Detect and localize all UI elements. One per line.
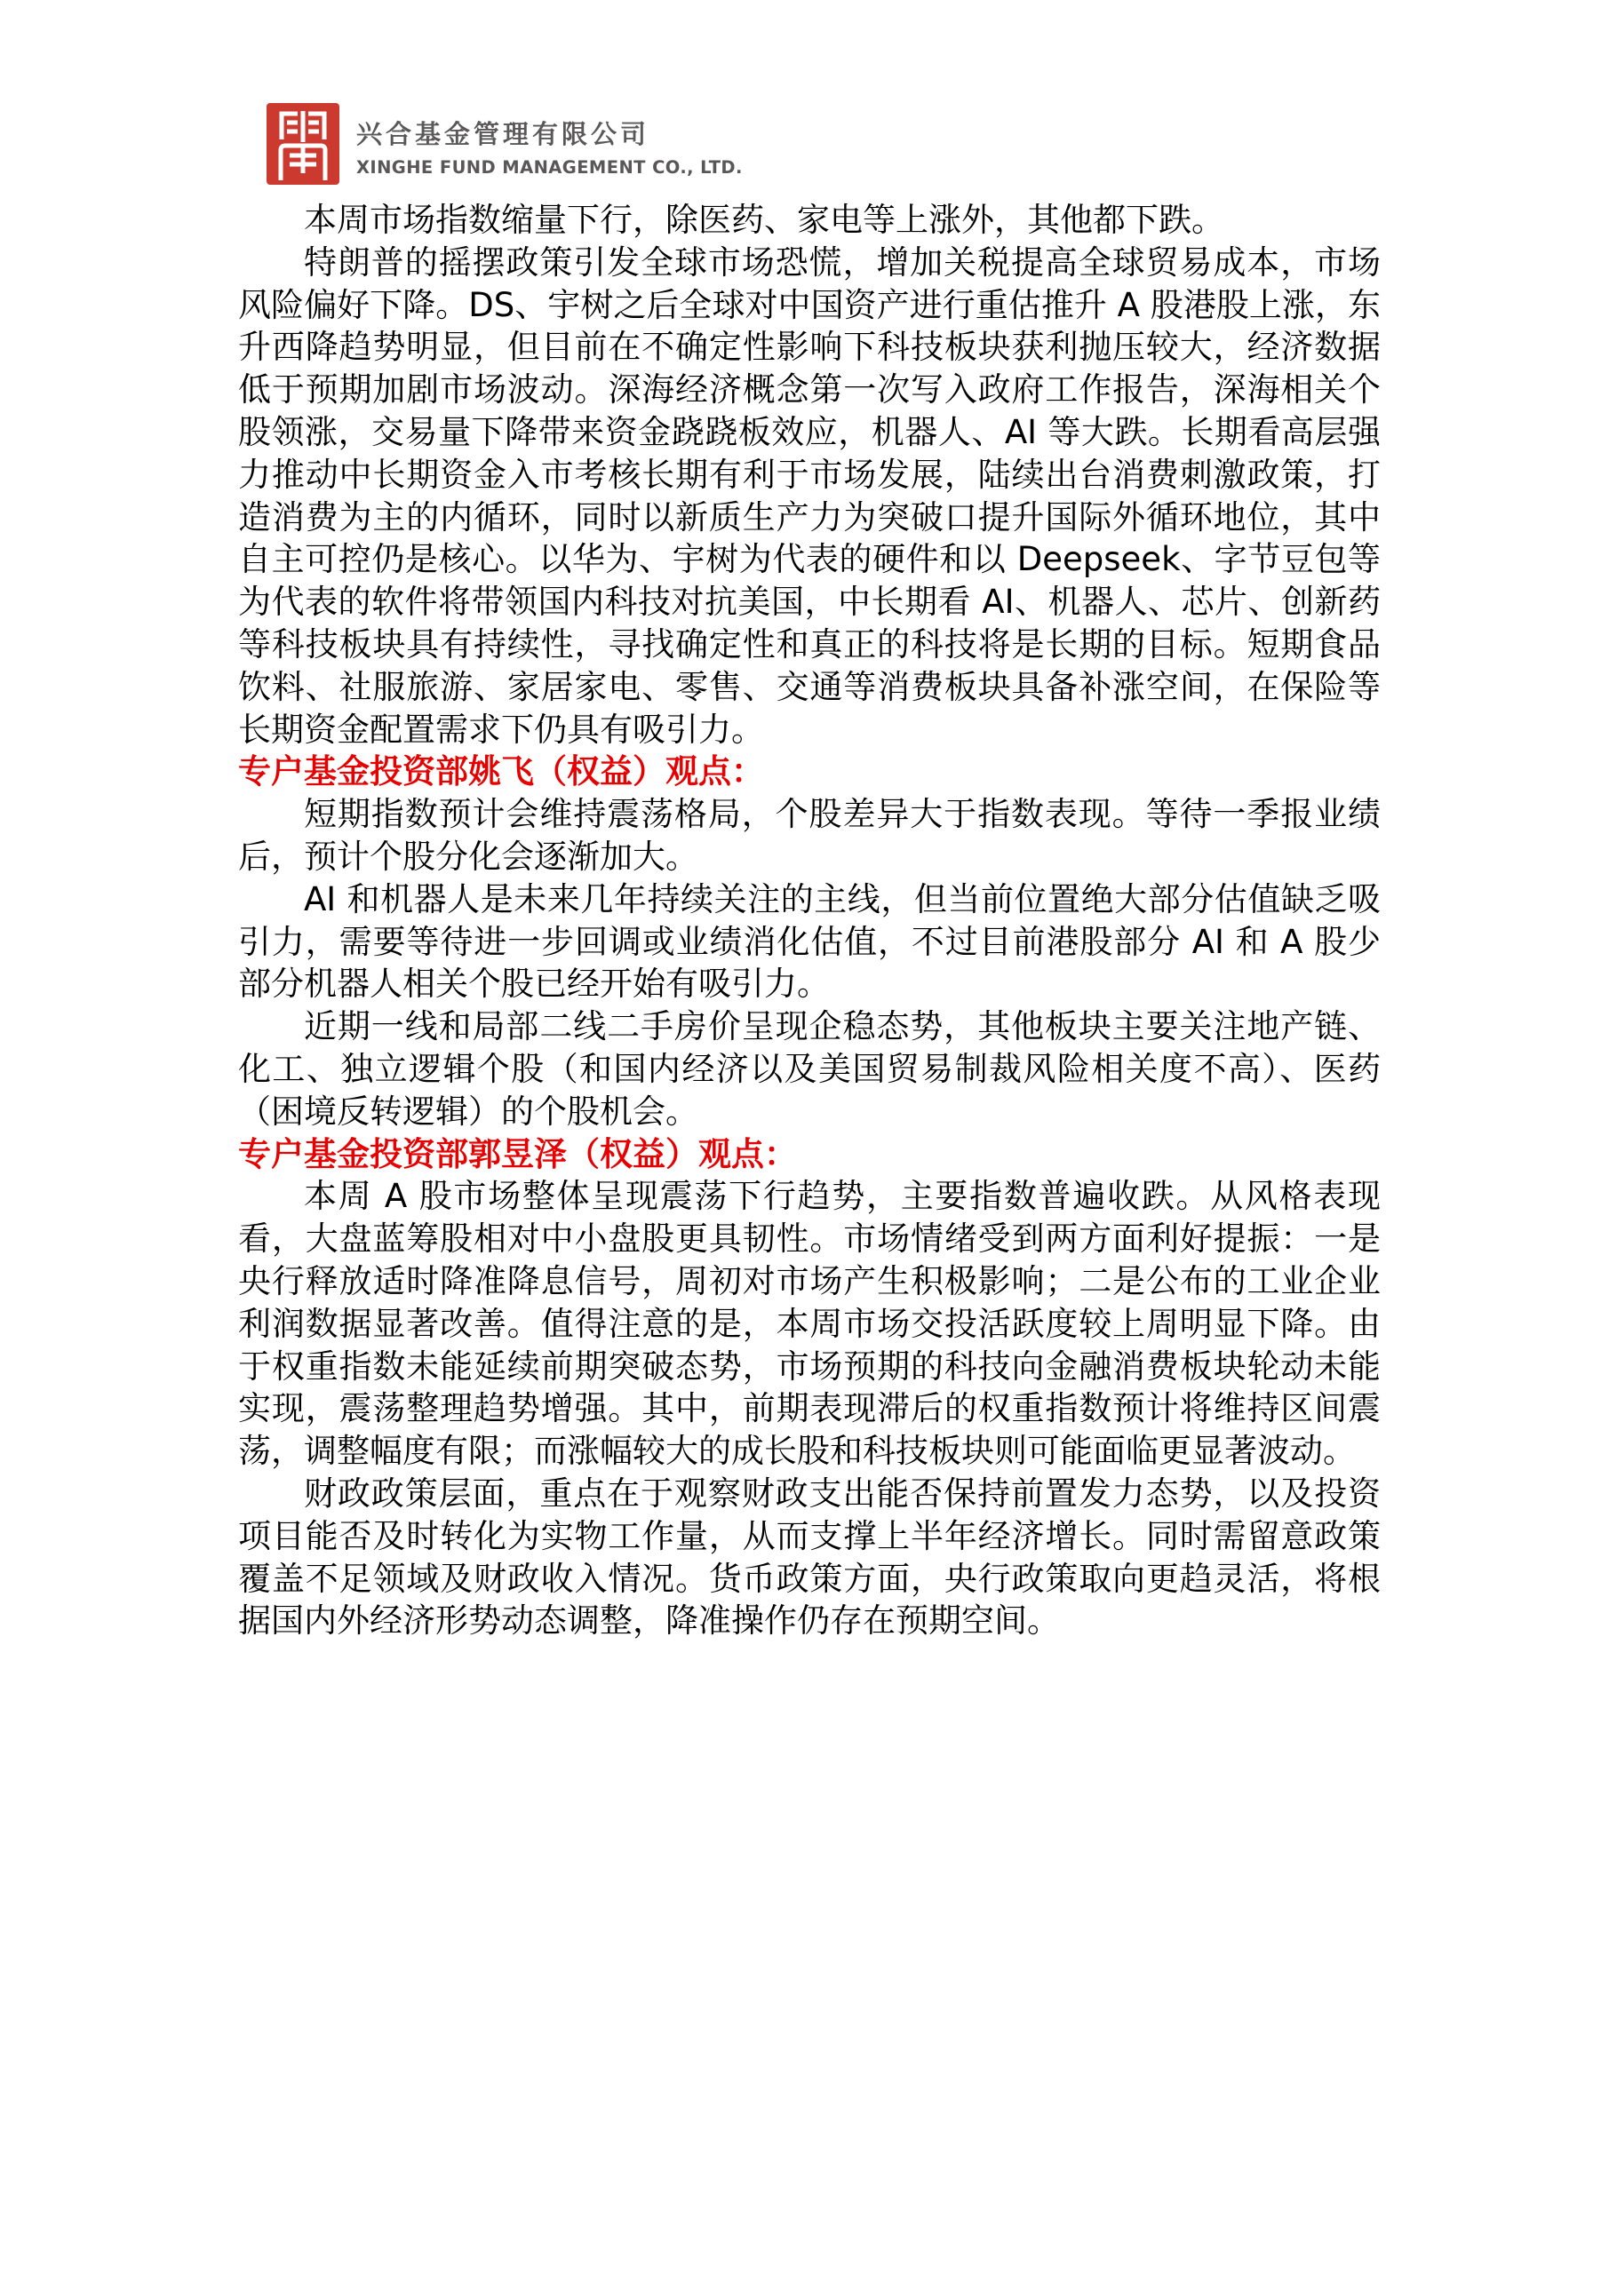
document-paragraph: 财政政策层面，重点在于观察财政支出能否保持前置发力态势，以及投资项目能否及时转化为实物工作量，从而支撑上半年经济增长。同时需留意政策覆盖不足领域及财政收入情况。货币政策方面，央行政策取向更趋灵活，将根据国内外经济形势动态调整，降准操作仍存在预期空间。 bbox=[238, 1474, 1381, 1641]
company-name-block bbox=[356, 103, 743, 178]
company-name-en: XINGHE FUND MANAGEMENT CO., LTD. bbox=[356, 157, 743, 178]
section-heading: 专户基金投资部郭昱泽（权益）观点： bbox=[238, 1134, 797, 1173]
document-paragraph: 短期指数预计会维持震荡格局，个股差异大于指数表现。等待一季报业绩后，预计个股分化会逐渐加大。 bbox=[238, 795, 1381, 876]
company-name-zh: 兴合基金管理有限公司 bbox=[356, 119, 650, 149]
section-heading: 专户基金投资部姚飞（权益）观点： bbox=[238, 752, 764, 791]
document-paragraph: 本周 A 股市场整体呈现震荡下行趋势，主要指数普遍收跌。从风格表现看，大盘蓝筹股相对中小盘股更具韧性。市场情绪受到两方面利好提振：一是央行释放适时降准降息信号，周初对市场产生积极影响；二是公布的工业企业利润数据显著改善。值得注意的是，本周市场交投活跃度较上周明显下降。由于权重指数未能延续前期突破态势，市场预期的科技向金融消费板块轮动未能实现，震荡整理趋势增强。其中，前期表现滞后的权重指数预计将维持区间震荡，调整幅度有限；而涨幅较大的成长股和科技板块则可能面临更显著波动。 bbox=[238, 1177, 1381, 1471]
document-paragraph: 特朗普的摇摆政策引发全球市场恐慌，增加关税提高全球贸易成本，市场风险偏好下降。DS、宇树之后全球对中国资产进行重估推升 A 股港股上涨，东升西降趋势明显，但目前在不确定性影响下科技板块获利抛压较大，经济数据低于预期加剧市场波动。深海经济概念第一次写入政府工作报告，深海相关个股领涨，交易量下降带来资金跷跷板效应，机器人、AI 等大跌。长期看高层强力推动中长期资金入市考核长期有利于市场发展，陆续出台消费刺激政策，打造消费为主的内循环，同时以新质生产力为突破口提升国际外循环地位，其中自主可控仍是核心。以华为、宇树为代表的硬件和以 Deepseek、字节豆包等为代表的软件将带领国内科技对抗美国，中长期看 AI、机器人、芯片、创新药等科技板块具有持续性，寻找确定性和真正的科技将是长期的目标。短期食品饮料、社服旅游、家居家电、零售、交通等消费板块具备补涨空间，在保险等长期资金配置需求下仍具有吸引力。 bbox=[238, 242, 1381, 749]
company-seal-logo bbox=[267, 103, 339, 185]
document-paragraph: AI 和机器人是未来几年持续关注的主线，但当前位置绝大部分估值缺乏吸引力，需要等待进一步回调或业绩消化估值，不过目前港股部分 AI 和 A 股少部分机器人相关个股已经开始有吸引力。 bbox=[238, 879, 1381, 1004]
letterhead bbox=[267, 103, 743, 185]
document-paragraph: 本周市场指数缩量下行，除医药、家电等上涨外，其他都下跌。 bbox=[304, 201, 1224, 239]
document-body bbox=[238, 199, 1381, 1642]
document-paragraph: 近期一线和局部二线二手房价呈现企稳态势，其他板块主要关注地产链、化工、独立逻辑个股（和国内经济以及美国贸易制裁风险相关度不高）、医药（困境反转逻辑）的个股机会。 bbox=[238, 1007, 1381, 1131]
